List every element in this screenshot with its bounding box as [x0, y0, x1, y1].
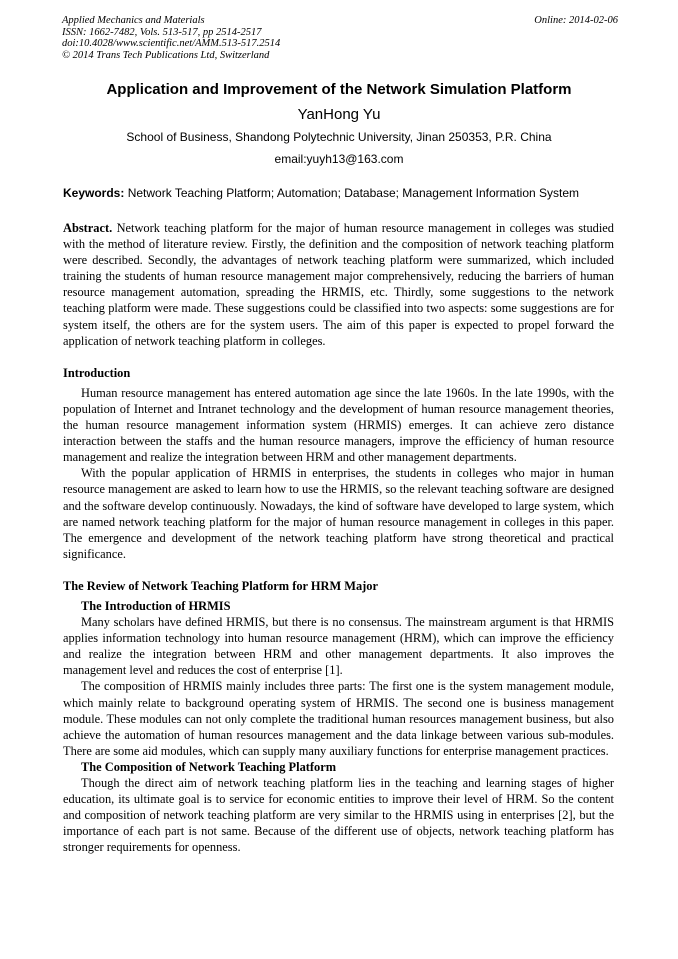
section-heading-review: The Review of Network Teaching Platform for HRM Major — [63, 578, 378, 593]
keywords — [63, 186, 619, 201]
subsection-heading-hrmis: The Introduction of HRMIS — [81, 598, 231, 613]
paragraph: Human resource management has entered automation age since the late 1960s. In the late 1990s, with the population of Internet and Intranet technology and the development of human resource management theories, the human resource management information system (HRMIS) emerges. It can achieve zero distance interaction between the staffs and the human resource managers, improve the efficiency of human resource management and realize the integration between HRM and other management departments. — [63, 385, 614, 465]
paragraph: The composition of HRMIS mainly includes three parts: The first one is the system management module, which mainly relate to background operating system of HRMIS. The second one is business management module. These modules can not only complete the traditional human resources management business, but also achieve the automation of human resources management and the data linkage between various sub-modules. There are some aid modules, which can supply many auxiliary functions for enterprise management practices. — [63, 679, 614, 758]
journal-name: Applied Mechanics and Materials — [62, 15, 205, 26]
abstract — [63, 220, 614, 349]
doi-line: doi:10.4028/www.scientific.net/AMM.513-517.2514 — [62, 38, 281, 49]
online-date: Online: 2014-02-06 — [534, 15, 618, 26]
keywords-label: Keywords: — [63, 186, 125, 200]
author-email: email:yuyh13@163.com — [274, 152, 404, 166]
abstract-label: Abstract. — [63, 221, 113, 235]
keywords-text: Network Teaching Platform; Automation; Database; Management Information System — [127, 186, 580, 200]
author-name: YanHong Yu — [297, 106, 381, 123]
affiliation: School of Business, Shandong Polytechnic University, Jinan 250353, P.R. China — [126, 130, 552, 144]
section-heading-introduction: Introduction — [63, 365, 131, 380]
paragraph: Though the direct aim of network teaching platform lies in the teaching and learning stages of higher education, its ultimate goal is to service for economic entities to improve their level of HRM. So the content and composition of network teaching platform are very similar to the HRMIS using in enterprises [2], but the importance of each part is not same. Because of the different use of objects, network teaching platform has stronger requirements for openness. — [63, 776, 614, 855]
subsection-heading-composition: The Composition of Network Teaching Platform — [81, 759, 337, 774]
issn-line: ISSN: 1662-7482, Vols. 513-517, pp 2514-2517 — [62, 26, 262, 38]
paragraph: Many scholars have defined HRMIS, but there is no consensus. The mainstream argument is that HRMIS applies information technology into human resource management (HRM), which can improve the efficiency and realize the integration between HRM and other management departments. It also improves the management level and reduces the cost of enterprise [1]. — [63, 615, 614, 678]
paragraph: With the popular application of HRMIS in enterprises, the students in colleges who major in human resource management are asked to learn how to use the HRMIS, so the relevant teaching software are designed and the software develop continuously. Nowadays, the kind of software have developed to large system, which are named network teaching platform for the major of human resource management in colleges in this paper. The emergence and development of the network teaching platform have strong theoretical and practical significance. — [63, 466, 614, 561]
paper-body — [63, 220, 614, 855]
abstract-text: Network teaching platform for the major of human resource management in colleges was studied with the method of literature review. Firstly, the definition and the composition of network teaching platform were described. Secondly, the advantages of network teaching platform were summarized, which included training the students of human resource management major comprehensively, reducing the barriers of human resource management automation, spreading the HRMIS, etc. Thirdly, some suggestions to the network teaching platform were made. These suggestions could be classified into two aspects: some suggestions are for system itself, the others are for the system users. The aim of this paper is expected to propel forward the application of network teaching platform in colleges. — [63, 221, 614, 348]
journal-header — [62, 15, 618, 61]
copyright-line: © 2014 Trans Tech Publications Ltd, Switzerland — [62, 49, 270, 61]
paper-title: Application and Improvement of the Network Simulation Platform — [106, 81, 572, 98]
